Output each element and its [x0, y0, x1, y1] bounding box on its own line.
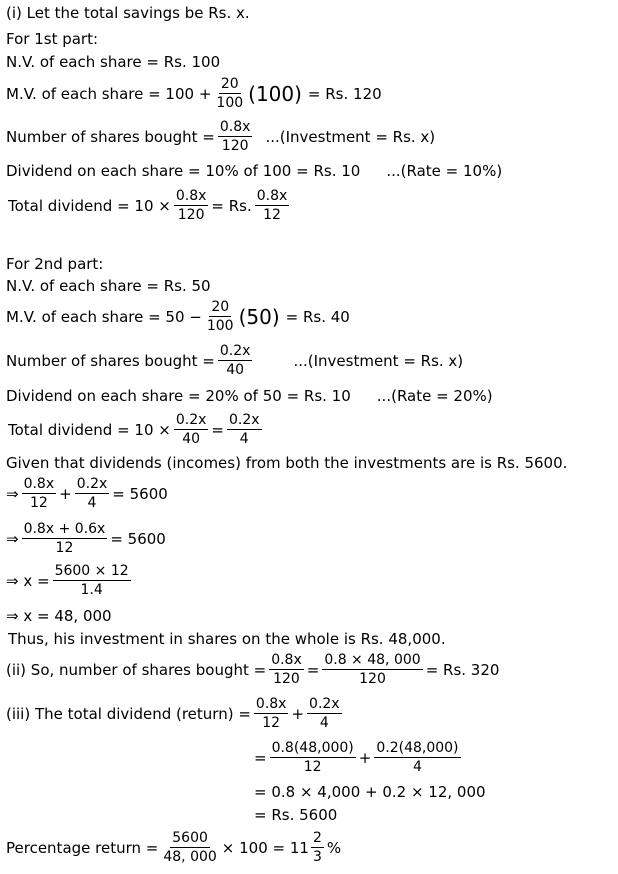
numerator: 0.2x — [228, 412, 260, 428]
equation-step-4: ⇒ x = 48, 000 — [6, 607, 112, 625]
shares-result: = Rs. 320 — [425, 660, 500, 679]
fraction-a — [269, 652, 304, 687]
shares-label: Number of shares bought = — [6, 127, 215, 146]
equation-step-2 — [6, 521, 166, 556]
fraction-b — [322, 652, 422, 687]
numerator: 0.2x — [309, 696, 340, 712]
part2-shares-line — [6, 343, 463, 378]
plus-sign: + — [358, 748, 372, 767]
return-fraction — [161, 830, 218, 865]
denominator: 120 — [177, 207, 205, 223]
ii-label: (ii) So, number of shares bought = — [6, 660, 267, 679]
rate-note: ...(Rate = 20%) — [376, 387, 493, 405]
fraction-a — [174, 412, 209, 447]
x-fraction — [53, 563, 131, 598]
fraction-b — [255, 188, 290, 223]
fraction-b — [374, 740, 460, 775]
dividend-text: Dividend on each share = 10% of 100 = Rs. 10 — [6, 162, 361, 180]
numerator: 0.8x — [255, 696, 287, 712]
denominator: 1.4 — [80, 582, 103, 598]
part2-mv-line — [6, 299, 350, 334]
denominator: 12 — [262, 715, 281, 731]
fraction-a — [22, 476, 57, 511]
mv-result: = Rs. 40 — [285, 307, 350, 326]
numerator: 20 — [220, 76, 239, 92]
part2-total-dividend — [8, 412, 265, 447]
denominator: 12 — [303, 759, 322, 775]
denominator: 100 — [216, 95, 244, 111]
percent-sign: % — [326, 838, 342, 857]
equals-sign: = — [211, 420, 224, 439]
shares-label: Number of shares bought = — [6, 351, 215, 370]
implies-icon: ⇒ — [6, 529, 19, 548]
numerator: 0.8x — [219, 119, 251, 135]
equals-sign: = — [306, 660, 320, 679]
numerator: 0.8(48,000) — [271, 740, 354, 756]
numerator: 0.8 × 48, 000 — [324, 652, 421, 668]
equals-sign: = — [254, 748, 267, 767]
part1-shares-line — [6, 119, 435, 154]
part-ii-line — [6, 652, 499, 687]
percentage-label: Percentage return = — [6, 838, 159, 857]
denominator: 12 — [263, 207, 281, 223]
equation-step-1 — [6, 476, 168, 511]
numerator: 2 — [312, 830, 322, 846]
part1-total-dividend — [8, 188, 292, 223]
part2-heading: For 2nd part: — [6, 255, 104, 273]
mv-label: M.V. of each share = 50 − — [6, 307, 202, 326]
denominator: 100 — [206, 318, 234, 334]
implies-icon: ⇒ — [6, 484, 19, 503]
denominator: 12 — [29, 495, 48, 511]
denominator: 4 — [239, 431, 249, 447]
numerator: 0.2x — [76, 476, 108, 492]
plus-sign: + — [59, 484, 72, 503]
numerator: 5600 — [172, 830, 208, 846]
mv-result: = Rs. 120 — [307, 84, 382, 103]
part-iii-step-3: = 0.8 × 4,000 + 0.2 × 12, 000 — [254, 783, 486, 801]
denominator: 4 — [319, 715, 329, 731]
denominator: 3 — [312, 849, 322, 865]
part1-heading: For 1st part: — [6, 30, 99, 48]
equals-value: = 5600 — [110, 529, 166, 548]
numerator: 0.8x — [23, 476, 55, 492]
denominator: 120 — [359, 671, 386, 687]
part1-dividend-line — [6, 162, 502, 180]
part2-nv-line: N.V. of each share = Rs. 50 — [6, 277, 211, 295]
part-iii-line — [6, 696, 345, 731]
plus-sign: + — [291, 704, 305, 723]
numerator: 0.2x — [219, 343, 251, 359]
mv-paren: (100) — [248, 81, 302, 106]
investment-note: ...(Investment = Rs. x) — [265, 127, 436, 146]
numerator: 0.8x — [271, 652, 302, 668]
investment-note: ...(Investment = Rs. x) — [293, 351, 464, 370]
denominator: 4 — [87, 495, 97, 511]
shares-fraction — [218, 119, 253, 154]
denominator: 4 — [412, 759, 422, 775]
total-dividend-label: Total dividend = 10 × — [8, 196, 171, 215]
equation-step-3 — [6, 563, 134, 598]
x-equals: ⇒ x = — [6, 571, 50, 590]
numerator: 0.8x — [175, 188, 207, 204]
numerator: 0.2(48,000) — [376, 740, 459, 756]
denominator: 40 — [226, 362, 245, 378]
shares-fraction — [218, 343, 253, 378]
mixed-fraction — [311, 830, 324, 865]
mv-fraction — [214, 76, 245, 111]
mv-fraction — [205, 299, 236, 334]
part1-mv-line — [6, 76, 382, 111]
denominator: 40 — [182, 431, 201, 447]
times-hundred: × 100 = 11 — [221, 838, 309, 857]
fraction-a — [174, 188, 209, 223]
denominator: 48, 000 — [163, 849, 217, 865]
numerator: 0.8x + 0.6x — [23, 521, 106, 537]
intro-line: (i) Let the total savings be Rs. x. — [6, 4, 250, 22]
fraction-a — [254, 696, 289, 731]
numerator: 5600 × 12 — [54, 563, 129, 579]
total-dividend-label: Total dividend = 10 × — [8, 420, 171, 439]
numerator: 20 — [211, 299, 230, 315]
mv-label: M.V. of each share = 100 + — [6, 84, 212, 103]
thus-statement: Thus, his investment in shares on the whole is Rs. 48,000. — [8, 630, 446, 648]
fraction-b — [227, 412, 262, 447]
equals-value: = 5600 — [112, 484, 168, 503]
given-statement: Given that dividends (incomes) from both the investments are is Rs. 5600. — [6, 454, 568, 472]
denominator: 120 — [273, 671, 300, 687]
part-iii-step-4: = Rs. 5600 — [254, 806, 338, 824]
part1-nv-line: N.V. of each share = Rs. 100 — [6, 53, 221, 71]
rate-note: ...(Rate = 10%) — [386, 162, 503, 180]
percentage-return-line — [6, 830, 341, 865]
numerator: 0.2x — [175, 412, 207, 428]
fraction-b — [307, 696, 342, 731]
numerator: 0.8x — [256, 188, 288, 204]
dividend-text: Dividend on each share = 20% of 50 = Rs. 10 — [6, 387, 351, 405]
combined-fraction — [22, 521, 108, 556]
iii-label: (iii) The total dividend (return) = — [6, 704, 251, 723]
denominator: 120 — [221, 138, 249, 154]
equals-rs: = Rs. — [211, 196, 252, 215]
denominator: 12 — [55, 540, 74, 556]
fraction-b — [75, 476, 110, 511]
part2-dividend-line — [6, 387, 493, 405]
mv-paren: (50) — [238, 304, 280, 329]
part-iii-step-2 — [254, 740, 464, 775]
fraction-a — [270, 740, 356, 775]
